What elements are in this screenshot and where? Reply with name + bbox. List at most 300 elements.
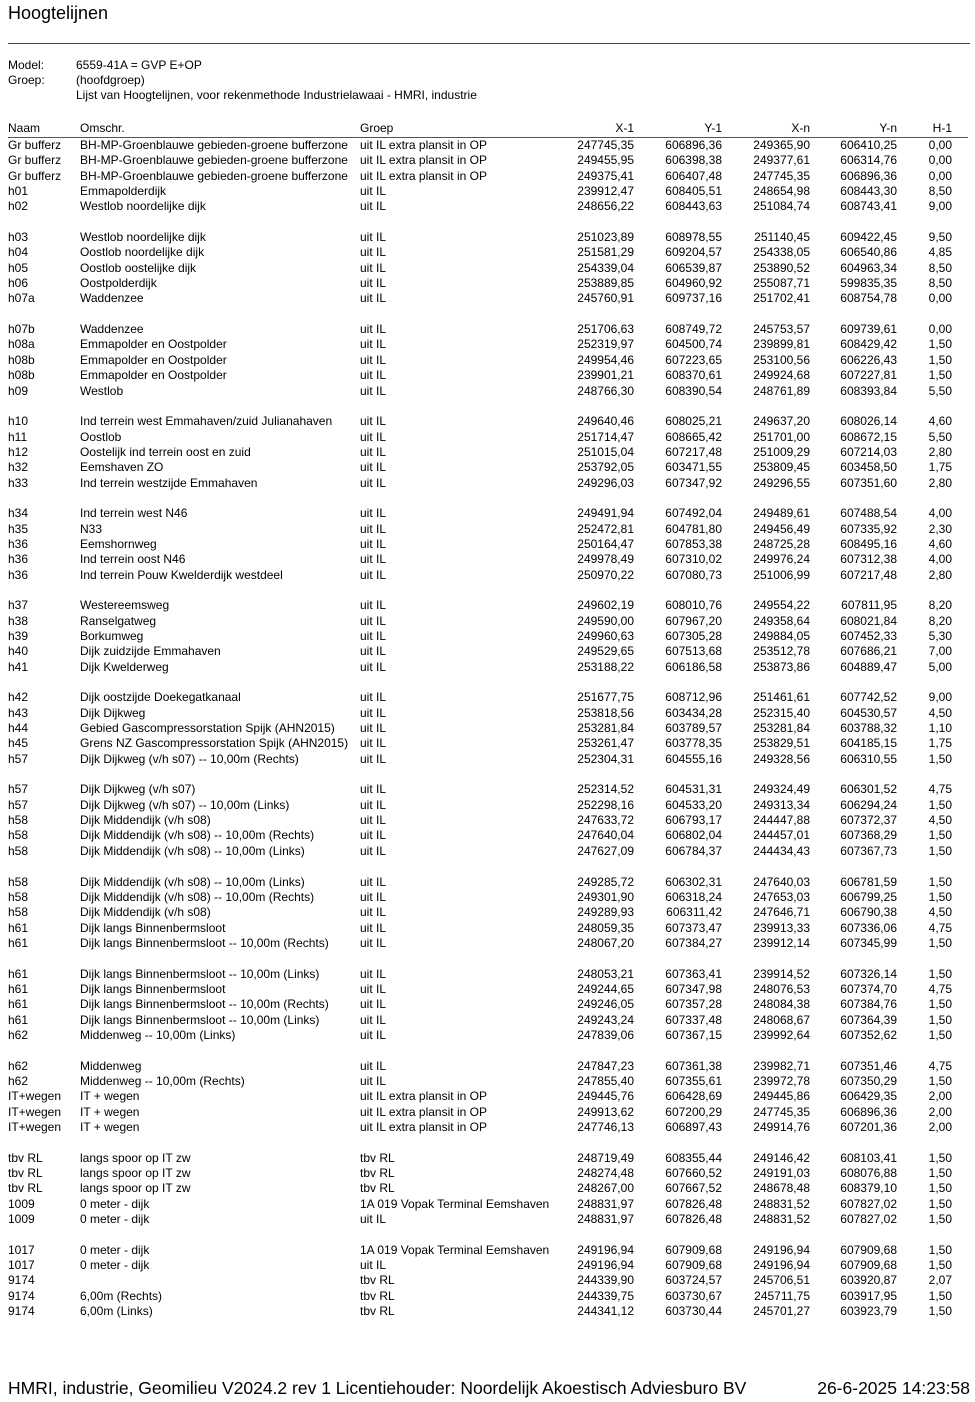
cell-naam: h36 [8, 536, 29, 551]
group-spacer [0, 1227, 975, 1242]
cell-y1: 607367,15 [665, 1027, 722, 1042]
cell-xn: 253829,51 [753, 736, 810, 751]
cell-omschr: Dijk zuidzijde Emmahaven [80, 644, 221, 659]
cell-groep: uit IL extra plansit in OP [360, 153, 487, 168]
cell-xn: 253809,45 [753, 460, 810, 475]
cell-naam: h32 [8, 460, 29, 475]
cell-x1: 245760,91 [577, 291, 634, 306]
cell-omschr: Westlob noordelijke dijk [80, 230, 206, 245]
table-row [0, 506, 975, 521]
cell-y1: 607217,48 [665, 444, 722, 459]
cell-x1: 244339,90 [577, 1273, 634, 1288]
cell-groep: uit IL [360, 506, 387, 521]
groep-value: (hoofdgroep) [76, 73, 145, 87]
cell-y1: 606784,37 [665, 843, 722, 858]
cell-h1: 9,00 [928, 690, 952, 705]
cell-yn: 607201,36 [840, 1120, 897, 1134]
cell-naam: 1017 [8, 1258, 35, 1273]
cell-h1: 1,50 [928, 1242, 952, 1257]
cell-naam: h61 [8, 935, 29, 950]
cell-naam: tbv RL [8, 1181, 43, 1196]
cell-xn: 249554,22 [753, 598, 810, 613]
table-row [0, 1258, 975, 1273]
cell-groep: uit IL [360, 260, 387, 275]
table-row [0, 537, 975, 552]
cell-naam: h36 [8, 552, 29, 567]
cell-h1: 1,50 [928, 1166, 952, 1181]
table-row [0, 552, 975, 567]
cell-h1: 1,50 [928, 1073, 952, 1088]
cell-h1: 8,50 [928, 276, 952, 291]
cell-yn: 607336,06 [840, 920, 897, 935]
table-row [0, 1120, 975, 1135]
cell-x1: 252319,97 [577, 337, 634, 352]
cell-x1: 249529,65 [577, 644, 634, 659]
table-row [0, 414, 975, 429]
cell-x1: 251706,63 [577, 322, 634, 337]
cell-xn: 251009,29 [753, 444, 810, 459]
cell-naam: h41 [8, 659, 29, 674]
cell-y1: 608978,55 [665, 230, 722, 245]
cell-xn: 247745,35 [753, 1104, 810, 1119]
cell-omschr: Dijk Dijkweg (v/h s07) [80, 782, 196, 797]
cell-groep: uit IL [360, 460, 387, 475]
cell-x1: 251581,29 [577, 245, 634, 260]
cell-y1: 604500,74 [665, 337, 722, 352]
cell-naam: h35 [8, 521, 29, 536]
title-divider [8, 43, 970, 44]
cell-yn: 604185,15 [840, 736, 897, 751]
cell-h1: 4,75 [928, 920, 952, 935]
cell-naam: h11 [8, 429, 28, 444]
cell-groep: uit IL [360, 1258, 387, 1273]
cell-omschr: Dijk Middendijk (v/h s08) -- 10,00m (Rechts) [80, 828, 315, 843]
cell-yn: 608103,41 [840, 1150, 897, 1165]
cell-naam: IT+wegen [8, 1120, 62, 1134]
cell-yn: 606540,86 [840, 245, 897, 260]
table-row [0, 184, 975, 199]
cell-y1: 607080,73 [665, 567, 722, 582]
cell-x1: 253188,22 [577, 659, 634, 674]
cell-yn: 608672,15 [840, 429, 897, 444]
cell-xn: 249377,61 [753, 153, 810, 168]
cell-groep: uit IL [360, 184, 387, 199]
table-row [0, 337, 975, 352]
cell-xn: 253890,52 [753, 260, 810, 275]
cell-xn: 244447,88 [753, 813, 810, 828]
cell-h1: 1,50 [928, 368, 952, 383]
cell-xn: 248084,38 [753, 997, 810, 1012]
cell-x1: 250164,47 [577, 536, 634, 551]
table-row [0, 721, 975, 736]
cell-h1: 4,75 [928, 782, 952, 797]
cell-groep: uit IL [360, 598, 387, 613]
cell-omschr: Dijk Middendijk (v/h s08) -- 10,00m (Links) [80, 874, 305, 889]
table-row [0, 1105, 975, 1120]
table-row [0, 1013, 975, 1028]
cell-yn: 608743,41 [840, 199, 897, 214]
cell-groep: uit IL [360, 920, 387, 935]
cell-xn: 253100,56 [753, 352, 810, 367]
cell-yn: 606896,36 [840, 168, 897, 183]
group-spacer [0, 1043, 975, 1058]
cell-xn: 255087,71 [753, 276, 810, 291]
cell-groep: uit IL [360, 644, 387, 659]
cell-y1: 604781,80 [665, 521, 722, 536]
cell-xn: 251461,61 [753, 690, 810, 705]
cell-naam: h40 [8, 644, 29, 659]
cell-xn: 252315,40 [753, 705, 810, 720]
table-row [0, 782, 975, 797]
group-spacer [0, 1135, 975, 1150]
report-meta [0, 58, 975, 103]
cell-x1: 247847,23 [577, 1058, 634, 1073]
cell-omschr: Middenweg -- 10,00m (Rechts) [80, 1073, 245, 1088]
table-row [0, 199, 975, 214]
cell-y1: 607305,28 [665, 629, 722, 643]
cell-naam: h42 [8, 690, 29, 705]
cell-xn: 251701,00 [753, 429, 810, 444]
cell-xn: 249296,55 [753, 475, 810, 490]
cell-yn: 606294,24 [840, 797, 897, 812]
cell-y1: 607492,04 [665, 506, 722, 521]
cell-naam: h04 [8, 245, 29, 260]
cell-xn: 245701,27 [753, 1304, 810, 1319]
cell-yn: 607351,46 [840, 1058, 897, 1073]
cell-yn: 608021,84 [840, 613, 897, 628]
cell-groep: uit IL [360, 444, 387, 459]
group-spacer [0, 767, 975, 782]
cell-naam: h33 [8, 475, 29, 490]
cell-x1: 249913,62 [577, 1104, 634, 1119]
cell-y1: 608370,61 [665, 368, 722, 383]
cell-h1: 8,50 [928, 184, 952, 199]
cell-groep: uit IL extra plansit in OP [360, 138, 487, 152]
table-row [0, 813, 975, 828]
cell-groep: uit IL [360, 629, 387, 643]
cell-y1: 603730,67 [665, 1288, 722, 1303]
cell-naam: 9174 [8, 1304, 35, 1319]
cell-y1: 608665,42 [665, 429, 722, 444]
cell-y1: 608010,76 [665, 598, 722, 613]
cell-omschr: langs spoor op IT zw [80, 1181, 191, 1196]
cell-naam: 1009 [8, 1196, 35, 1211]
cell-naam: h06 [8, 276, 29, 291]
cell-yn: 606301,52 [840, 782, 897, 797]
cell-naam: h05 [8, 260, 29, 275]
cell-h1: 1,50 [928, 874, 952, 889]
cell-yn: 608495,16 [840, 536, 897, 551]
cell-naam: h58 [8, 889, 29, 904]
cell-y1: 603471,55 [665, 460, 722, 475]
footer [0, 1378, 975, 1398]
table-row [0, 1166, 975, 1181]
cell-yn: 604963,34 [840, 260, 897, 275]
cell-h1: 9,00 [928, 199, 952, 214]
cell-yn: 608393,84 [840, 383, 897, 398]
table-header [0, 121, 975, 136]
cell-naam: h61 [8, 966, 29, 981]
cell-yn: 606310,55 [840, 751, 897, 766]
cell-y1: 609737,16 [665, 291, 722, 306]
cell-groep: uit IL [360, 475, 387, 490]
cell-yn: 606410,25 [840, 138, 897, 152]
cell-y1: 607223,65 [665, 352, 722, 367]
cell-xn: 249976,24 [753, 552, 810, 567]
cell-groep: uit IL extra plansit in OP [360, 1120, 487, 1134]
cell-omschr: Grens NZ Gascompressorstation Spijk (AHN2015) [80, 736, 349, 751]
cell-omschr: Oostlob [80, 429, 122, 444]
cell-omschr: IT + wegen [80, 1120, 140, 1134]
cell-x1: 249445,76 [577, 1089, 634, 1104]
cell-x1: 248267,00 [577, 1181, 634, 1196]
cell-y1: 606428,69 [665, 1089, 722, 1104]
cell-y1: 607355,61 [665, 1073, 722, 1088]
cell-yn: 607214,03 [840, 444, 897, 459]
cell-xn: 249196,94 [753, 1242, 810, 1257]
table-row [0, 153, 975, 168]
cell-x1: 249960,63 [577, 629, 634, 643]
cell-omschr: Ranselgatweg [80, 613, 157, 628]
cell-omschr: Waddenzee [80, 291, 144, 306]
cell-h1: 5,50 [928, 429, 952, 444]
cell-omschr: Ind terrein west N46 [80, 506, 188, 521]
table-row [0, 936, 975, 951]
cell-h1: 4,00 [928, 506, 952, 521]
cell-yn: 599835,35 [840, 276, 897, 291]
cell-groep: uit IL [360, 705, 387, 720]
column-header-omschr: Omschr. [80, 121, 125, 135]
table-row [0, 445, 975, 460]
cell-xn: 248076,53 [753, 981, 810, 996]
table-row [0, 644, 975, 659]
table-row [0, 430, 975, 445]
table-row [0, 291, 975, 306]
cell-groep: uit IL [360, 828, 387, 843]
table-row [0, 1197, 975, 1212]
cell-yn: 606226,43 [840, 352, 897, 367]
cell-x1: 248059,35 [577, 920, 634, 935]
cell-yn: 608429,42 [840, 337, 897, 352]
cell-x1: 247839,06 [577, 1027, 634, 1042]
cell-yn: 603458,50 [840, 460, 897, 475]
table-row [0, 169, 975, 184]
cell-omschr: 0 meter - dijk [80, 1196, 150, 1211]
cell-groep: uit IL [360, 1027, 387, 1042]
cell-xn: 249489,61 [753, 506, 810, 521]
cell-naam: h58 [8, 874, 29, 889]
table-row [0, 921, 975, 936]
cell-xn: 251702,41 [753, 291, 810, 306]
cell-y1: 606802,04 [665, 828, 722, 843]
cell-h1: 1,50 [928, 1258, 952, 1273]
cell-yn: 607827,02 [840, 1196, 897, 1211]
cell-yn: 607488,54 [840, 506, 897, 521]
cell-omschr: Westereemsweg [80, 598, 170, 613]
cell-omschr: Oostpolderdijk [80, 276, 157, 291]
cell-x1: 247640,04 [577, 828, 634, 843]
cell-yn: 607227,81 [840, 368, 897, 383]
cell-naam: h58 [8, 843, 29, 858]
cell-naam: h01 [8, 184, 29, 199]
cell-groep: uit IL [360, 843, 387, 858]
cell-naam: h34 [8, 506, 29, 521]
table-row [0, 598, 975, 613]
table-row [0, 736, 975, 751]
cell-naam: h62 [8, 1027, 29, 1042]
groep-line [0, 73, 975, 88]
cell-yn: 607364,39 [840, 1012, 897, 1027]
cell-groep: uit IL extra plansit in OP [360, 1089, 487, 1104]
table-row [0, 1289, 975, 1304]
cell-xn: 239899,81 [753, 337, 810, 352]
cell-h1: 4,50 [928, 905, 952, 920]
cell-y1: 606302,31 [665, 874, 722, 889]
cell-y1: 607826,48 [665, 1212, 722, 1227]
table-row [0, 368, 975, 383]
cell-xn: 248831,52 [753, 1196, 810, 1211]
cell-groep: uit IL [360, 981, 387, 996]
cell-y1: 607373,47 [665, 920, 722, 935]
cell-yn: 607217,48 [840, 567, 897, 582]
table-row [0, 982, 975, 997]
cell-xn: 249324,49 [753, 782, 810, 797]
cell-y1: 604531,31 [665, 782, 722, 797]
cell-x1: 244341,12 [577, 1304, 634, 1319]
cell-omschr: 0 meter - dijk [80, 1212, 150, 1227]
cell-y1: 609204,57 [665, 245, 722, 260]
model-value: 6559-41A = GVP E+OP [76, 58, 202, 72]
cell-x1: 248656,22 [577, 199, 634, 214]
cell-h1: 0,00 [928, 291, 952, 306]
table-row [0, 522, 975, 537]
cell-x1: 253818,56 [577, 705, 634, 720]
cell-h1: 1,50 [928, 935, 952, 950]
cell-yn: 607312,38 [840, 552, 897, 567]
table-row [0, 261, 975, 276]
cell-yn: 603923,79 [840, 1304, 897, 1319]
cell-yn: 604889,47 [840, 659, 897, 674]
cell-yn: 607352,62 [840, 1027, 897, 1042]
cell-naam: h38 [8, 613, 29, 628]
column-header-x1: X-1 [615, 121, 634, 135]
cell-yn: 607452,33 [840, 629, 897, 643]
cell-h1: 4,85 [928, 245, 952, 260]
cell-omschr: IT + wegen [80, 1104, 140, 1119]
cell-omschr: Dijk langs Binnenbermsloot -- 10,00m (Links) [80, 966, 320, 981]
cell-h1: 4,50 [928, 813, 952, 828]
cell-groep: uit IL [360, 1212, 387, 1227]
cell-y1: 603778,35 [665, 736, 722, 751]
cell-omschr: Dijk langs Binnenbermsloot [80, 981, 226, 996]
table-row [0, 1151, 975, 1166]
cell-omschr: Emmapolder en Oostpolder [80, 368, 227, 383]
cell-groep: uit IL [360, 935, 387, 950]
cell-y1: 608749,72 [665, 322, 722, 337]
cell-y1: 607363,41 [665, 966, 722, 981]
cell-h1: 4,75 [928, 1058, 952, 1073]
cell-groep: uit IL [360, 874, 387, 889]
cell-omschr: Eemshaven ZO [80, 460, 164, 475]
cell-x1: 248274,48 [577, 1166, 634, 1181]
column-header-xn: X-n [791, 121, 810, 135]
cell-groep: uit IL [360, 782, 387, 797]
cell-h1: 1,50 [928, 1196, 952, 1211]
cell-h1: 5,30 [928, 629, 952, 643]
cell-groep: tbv RL [360, 1181, 395, 1196]
cell-yn: 607374,70 [840, 981, 897, 996]
cell-x1: 249455,95 [577, 153, 634, 168]
cell-h1: 1,50 [928, 1181, 952, 1196]
cell-h1: 8,50 [928, 260, 952, 275]
table-row [0, 1212, 975, 1227]
table-row [0, 476, 975, 491]
cell-y1: 603724,57 [665, 1273, 722, 1288]
cell-omschr: Dijk langs Binnenbermsloot -- 10,00m (Rechts) [80, 935, 329, 950]
cell-omschr: Ind terrein Pouw Kwelderdijk westdeel [80, 567, 283, 582]
cell-h1: 1,50 [928, 1150, 952, 1165]
table-row [0, 844, 975, 859]
table-row [0, 629, 975, 644]
cell-y1: 604555,16 [665, 751, 722, 766]
cell-naam: h08a [8, 337, 35, 352]
cell-omschr: langs spoor op IT zw [80, 1166, 191, 1181]
cell-h1: 4,00 [928, 552, 952, 567]
cell-y1: 608355,44 [665, 1150, 722, 1165]
group-spacer [0, 951, 975, 966]
cell-x1: 253889,85 [577, 276, 634, 291]
cell-h1: 4,60 [928, 414, 952, 429]
column-header-yn: Y-n [879, 121, 897, 135]
cell-h1: 1,50 [928, 997, 952, 1012]
cell-h1: 1,50 [928, 1212, 952, 1227]
description-line [0, 88, 975, 103]
cell-h1: 1,50 [928, 828, 952, 843]
cell-x1: 249602,19 [577, 598, 634, 613]
cell-omschr: Middenweg -- 10,00m (Links) [80, 1027, 236, 1042]
cell-groep: uit IL [360, 521, 387, 536]
cell-yn: 606790,38 [840, 905, 897, 920]
cell-groep: uit IL extra plansit in OP [360, 1104, 487, 1119]
cell-groep: uit IL [360, 690, 387, 705]
cell-x1: 250970,22 [577, 567, 634, 582]
cell-naam: h08b [8, 352, 35, 367]
cell-omschr: Ind terrein oost N46 [80, 552, 186, 567]
cell-y1: 608443,63 [665, 199, 722, 214]
cell-xn: 248831,52 [753, 1212, 810, 1227]
cell-yn: 604530,57 [840, 705, 897, 720]
cell-naam: Gr bufferz [8, 168, 62, 183]
cell-y1: 603434,28 [665, 705, 722, 720]
cell-groep: uit IL [360, 567, 387, 582]
cell-groep: uit IL [360, 536, 387, 551]
cell-x1: 239901,21 [577, 368, 634, 383]
cell-groep: uit IL [360, 429, 387, 444]
cell-yn: 607326,14 [840, 966, 897, 981]
cell-h1: 1,75 [928, 460, 952, 475]
cell-x1: 249285,72 [577, 874, 634, 889]
cell-xn: 248725,28 [753, 536, 810, 551]
cell-h1: 9,50 [928, 230, 952, 245]
cell-x1: 247855,40 [577, 1073, 634, 1088]
cell-yn: 606896,36 [840, 1104, 897, 1119]
cell-naam: h57 [8, 797, 29, 812]
group-spacer [0, 583, 975, 598]
cell-omschr: Oostelijk ind terrein oost en zuid [80, 444, 251, 459]
model-label: Model: [8, 58, 45, 72]
cell-h1: 2,80 [928, 444, 952, 459]
list-description: Lijst van Hoogtelijnen, voor rekenmethode Industrielawaai - HMRI, industrie [76, 88, 477, 102]
